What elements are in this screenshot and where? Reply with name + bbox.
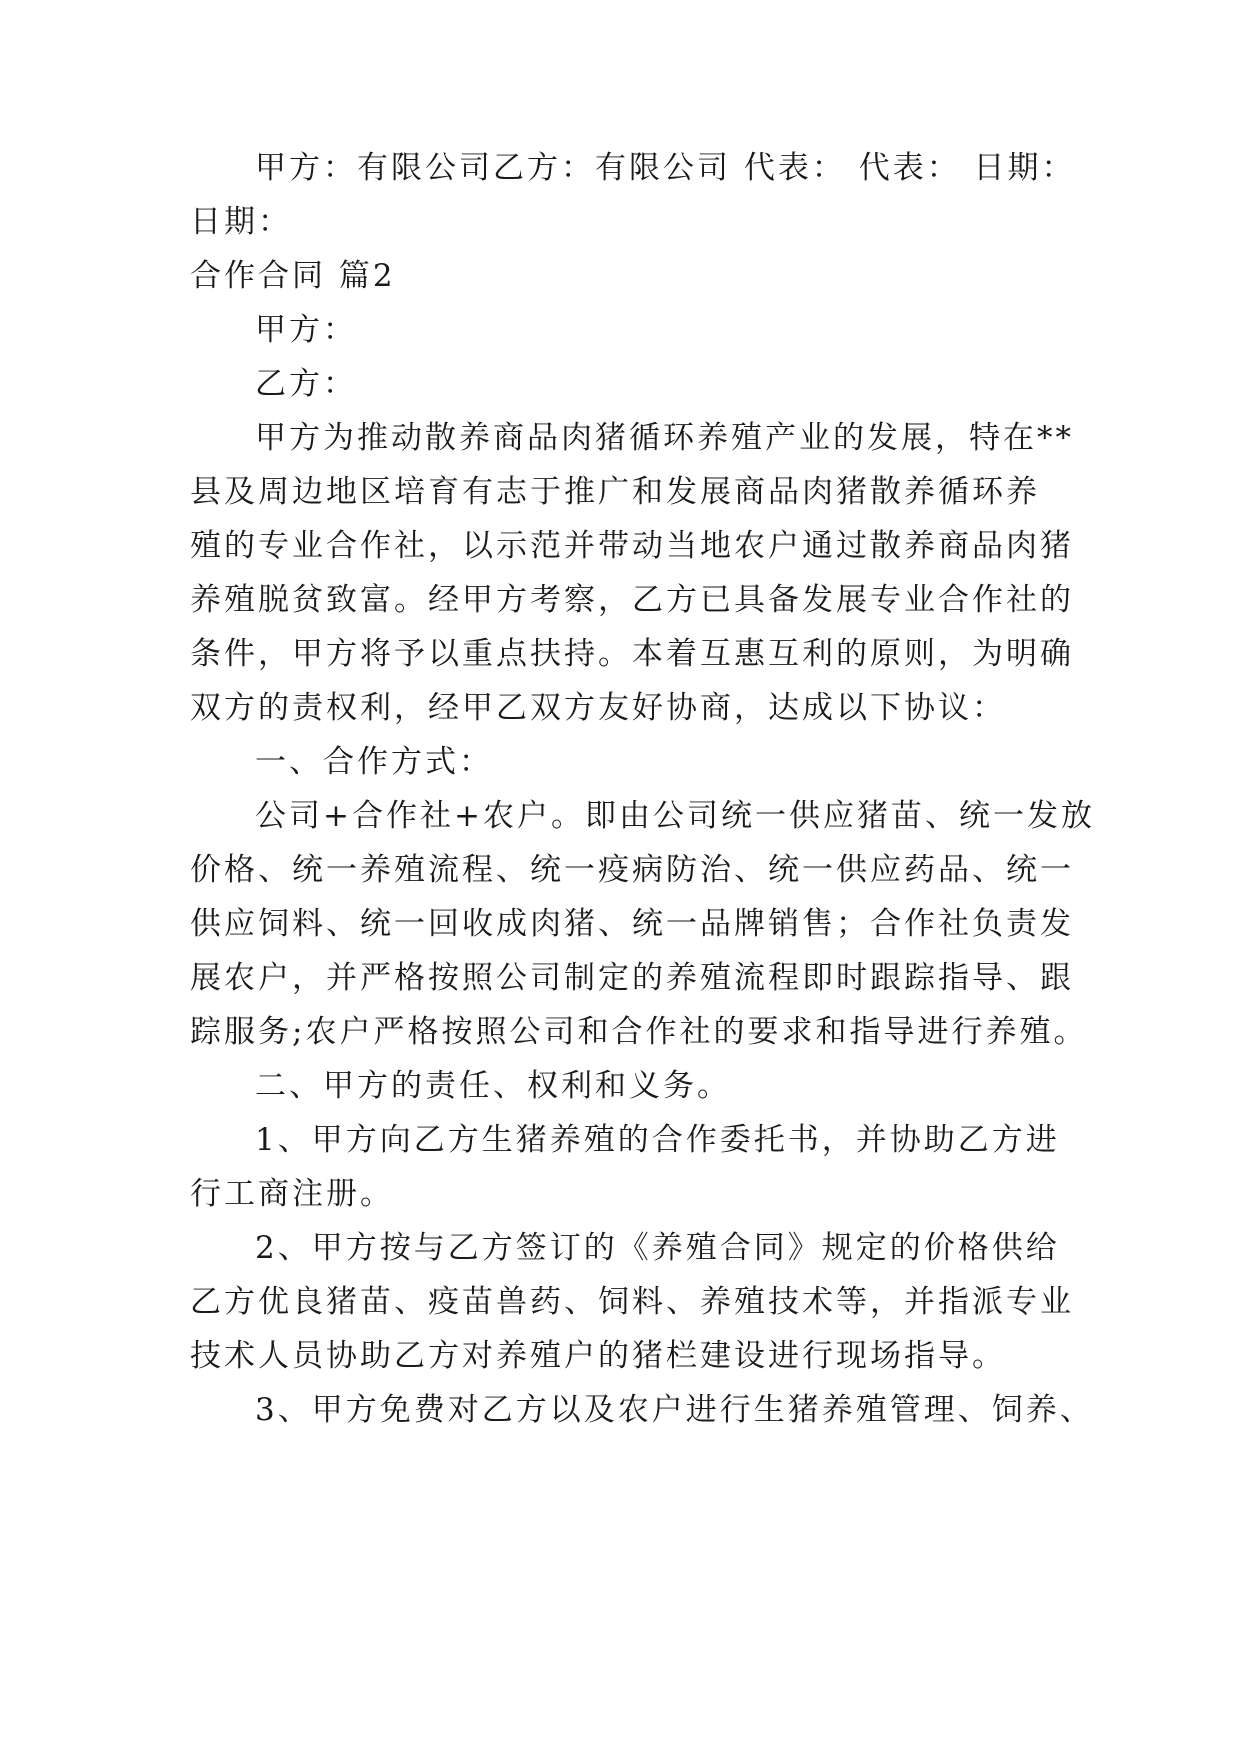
paragraph-line: 3、甲方免费对乙方以及农户进行生猪养殖管理、饲养、 bbox=[255, 1392, 1094, 1428]
paragraph-line: 条件，甲方将予以重点扶持。本着互惠互利的原则，为明确 bbox=[190, 636, 1074, 672]
paragraph-line: 行工商注册。 bbox=[190, 1176, 394, 1212]
clause-heading: 二、甲方的责任、权利和义务。 bbox=[255, 1068, 731, 1104]
paragraph-line: 踪服务;农户严格按照公司和合作社的要求和指导进行养殖。 bbox=[190, 1014, 1088, 1050]
paragraph-line: 展农户，并严格按照公司制定的养殖流程即时跟踪指导、跟 bbox=[190, 960, 1074, 996]
paragraph-line: 甲方为推动散养商品肉猪循环养殖产业的发展，特在** bbox=[255, 420, 1074, 456]
paragraph-line: 殖的专业合作社，以示范并带动当地农户通过散养商品肉猪 bbox=[190, 528, 1074, 564]
signature-date-line: 日期： bbox=[190, 204, 292, 240]
paragraph-line: 供应饲料、统一回收成肉猪、统一品牌销售；合作社负责发 bbox=[190, 906, 1074, 942]
paragraph-line: 技术人员协助乙方对养殖户的猪栏建设进行现场指导。 bbox=[190, 1338, 1006, 1374]
clause-heading: 一、合作方式： bbox=[255, 744, 493, 780]
paragraph-line: 双方的责权利，经甲乙双方友好协商，达成以下协议： bbox=[190, 690, 1006, 726]
paragraph-line: 价格、统一养殖流程、统一疫病防治、统一供应药品、统一 bbox=[190, 852, 1074, 888]
paragraph-line: 2、甲方按与乙方签订的《养殖合同》规定的价格供给 bbox=[255, 1230, 1060, 1266]
paragraph-line: 县及周边地区培育有志于推广和发展商品肉猪散养循环养 bbox=[190, 474, 1040, 510]
section-heading: 合作合同 篇2 bbox=[190, 258, 396, 294]
party-b-label: 乙方： bbox=[255, 366, 357, 402]
party-a-label: 甲方： bbox=[255, 312, 357, 348]
paragraph-line: 1、甲方向乙方生猪养殖的合作委托书，并协助乙方进 bbox=[255, 1122, 1060, 1158]
paragraph-line: 乙方优良猪苗、疫苗兽药、饲料、养殖技术等，并指派专业 bbox=[190, 1284, 1074, 1320]
paragraph-line: 公司+合作社+农户。即由公司统一供应猪苗、统一发放 bbox=[255, 798, 1095, 834]
paragraph-line: 养殖脱贫致富。经甲方考察，乙方已具备发展专业合作社的 bbox=[190, 582, 1074, 618]
signature-parties-line: 甲方：有限公司乙方：有限公司 代表： 代表： 日期： bbox=[255, 150, 1076, 186]
